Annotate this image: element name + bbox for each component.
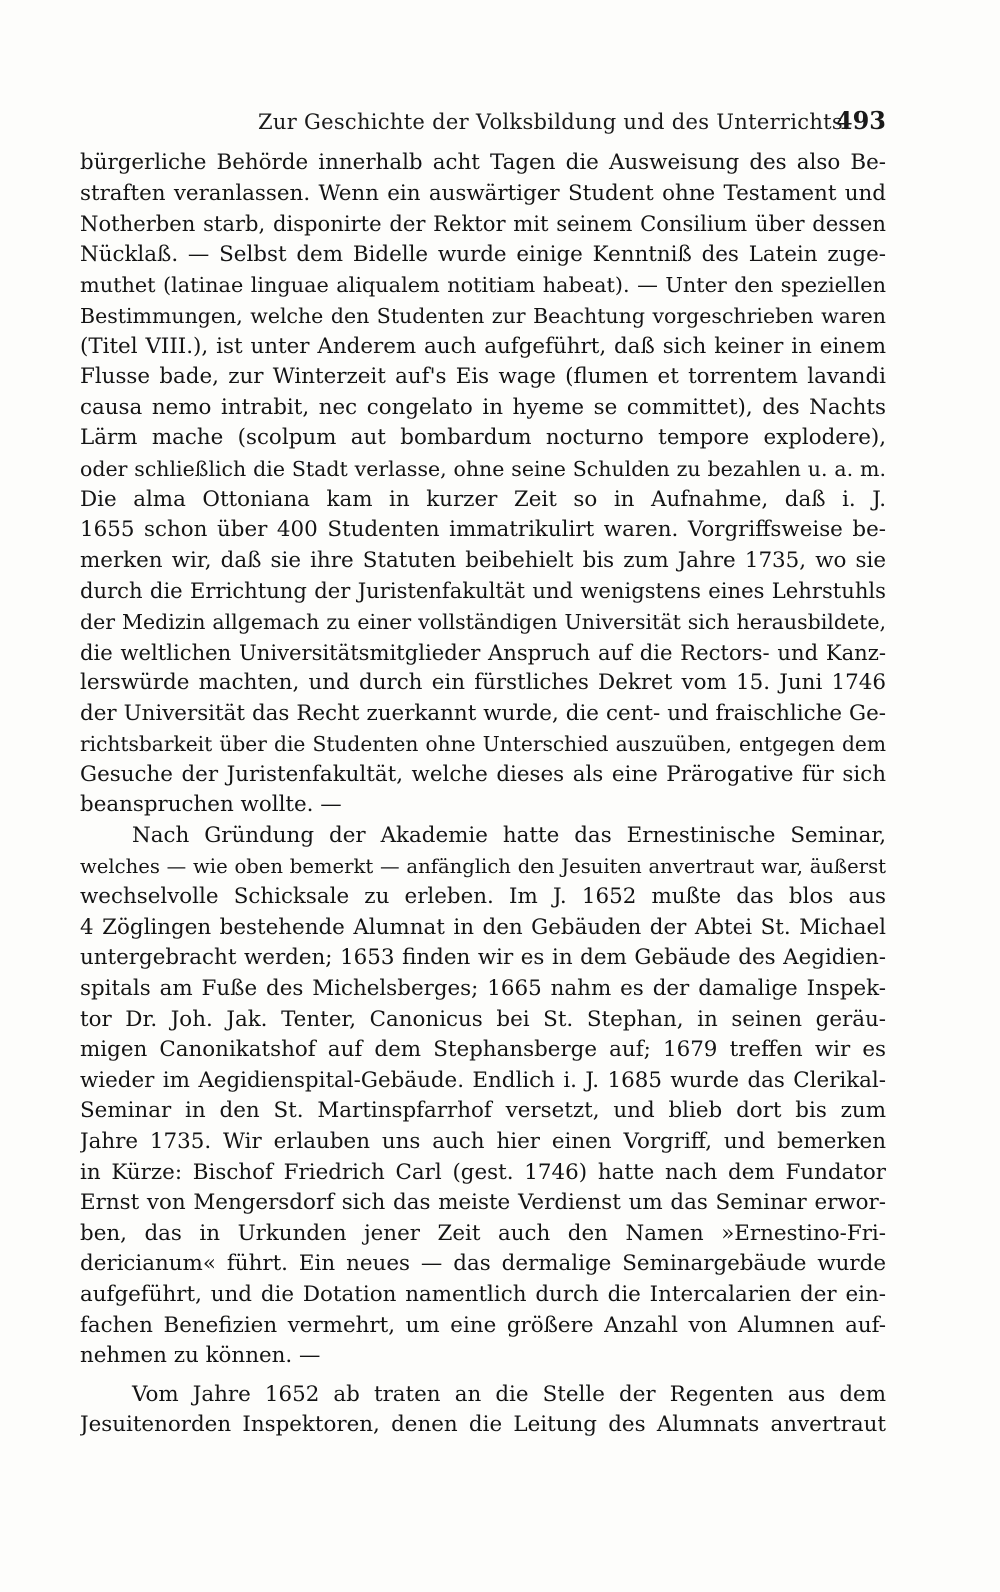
text-line: Nücklaß. — Selbst dem Bidelle wurde einige Kenntniß des Latein zuge- (80, 241, 886, 267)
text-line: (Titel VIII.), ist unter Anderem auch aufgeführt, daß sich keiner in einem (80, 333, 886, 359)
text-line: durch die Errichtung der Juristenfakultät und wenigstens eines Lehrstuhls (80, 578, 886, 604)
text-line: Notherben starb, disponirte der Rektor mit seinem Consilium über dessen (80, 211, 886, 237)
text-line: migen Canonikatshof auf dem Stephansberge auf; 1679 treffen wir es (80, 1037, 886, 1063)
text-line: Bestimmungen, welche den Studenten zur Beachtung vorgeschrieben waren (80, 303, 886, 328)
running-head: Zur Geschichte der Volksbildung und des Unterrichts. (258, 110, 850, 134)
text-line: die weltlichen Universitätsmitglieder Anspruch auf die Rectors- und Kanz- (80, 639, 886, 665)
text-line: oder schließlich die Stadt verlasse, ohne seine Schulden zu bezahlen u. a. m. (80, 456, 886, 481)
page-header (80, 106, 888, 138)
text-line: ben, das in Urkunden jener Zeit auch den Namen »Ernestino-Fri- (80, 1220, 886, 1246)
text-line: merken wir, daß sie ihre Statuten beibehielt bis zum Jahre 1735, wo sie (80, 547, 886, 573)
text-line: tor Dr. Joh. Jak. Tenter, Canonicus bei St. Stephan, in seinen geräu- (80, 1006, 886, 1032)
text-line: muthet (latinae linguae aliqualem notitiam habeat). — Unter den speziellen (80, 273, 886, 298)
text-line: Ernst von Mengersdorf sich das meiste Verdienst um das Seminar erwor- (80, 1190, 886, 1216)
text-line: Flusse bade, zur Winterzeit auf's Eis wage (flumen et torrentem lavandi (80, 364, 886, 390)
text-line: lerswürde machten, und durch ein fürstliches Dekret vom 15. Juni 1746 (80, 670, 886, 696)
paragraph-gap (80, 1372, 886, 1380)
text-line: spitals am Fuße des Michelsberges; 1665 nahm es der damalige Inspek- (80, 976, 886, 1002)
text-line: richtsbarkeit über die Studenten ohne Unterschied auszuüben, entgegen dem (80, 732, 886, 757)
text-line: 4 Zöglingen bestehende Alumnat in den Gebäuden der Abtei St. Michael (80, 914, 886, 940)
text-line: der Universität das Recht zuerkannt wurde, die cent- und fraischliche Ge- (80, 700, 886, 726)
text-line: bürgerliche Behörde innerhalb acht Tagen die Ausweisung des also Be- (80, 150, 886, 175)
text-line: untergebracht werden; 1653 finden wir es in dem Gebäude des Aegidien- (80, 945, 886, 971)
text-line: beanspruchen wollte. — (80, 792, 342, 818)
text-line: Lärm mache (scolpum aut bombardum nocturno tempore explodere), (80, 425, 886, 451)
text-line: wechselvolle Schicksale zu erleben. Im J. 1652 mußte das blos aus (80, 884, 886, 910)
text-line: Jahre 1735. Wir erlauben uns auch hier einen Vorgriff, und bemerken (80, 1129, 886, 1154)
paragraph-3 (80, 1380, 886, 1441)
paragraph-2 (80, 821, 886, 1372)
text-line: Gesuche der Juristenfakultät, welche dieses als eine Prärogative für sich (80, 761, 886, 787)
text-line: Seminar in den St. Martinspfarrhof versetzt, und blieb dort bis zum (80, 1098, 886, 1124)
text-line: causa nemo intrabit, nec congelato in hyeme se committet), des Nachts (80, 394, 886, 420)
text-line: aufgeführt, und die Dotation namentlich durch die Intercalarien der ein- (80, 1281, 886, 1307)
text-line: 1655 schon über 400 Studenten immatrikulirt waren. Vorgriffsweise be- (80, 517, 886, 543)
text-line: in Kürze: Bischof Friedrich Carl (gest. 1746) hatte nach dem Fundator (80, 1159, 886, 1185)
body-text (80, 148, 886, 1441)
page-number: 493 (835, 106, 886, 135)
text-line: straften veranlassen. Wenn ein auswärtiger Student ohne Testament und (80, 180, 886, 206)
text-line: Jesuitenorden Inspektoren, denen die Leitung des Alumnats anvertraut (80, 1412, 886, 1438)
text-line: wieder im Aegidienspital-Gebäude. Endlich i. J. 1685 wurde das Clerikal- (80, 1067, 886, 1093)
text-line: fachen Benefizien vermehrt, um eine größere Anzahl von Alumnen auf- (80, 1312, 886, 1338)
text-line: Nach Gründung der Akademie hatte das Ernestinische Seminar, (132, 823, 886, 849)
text-line: Die alma Ottoniana kam in kurzer Zeit so in Aufnahme, daß i. J. (80, 486, 886, 512)
text-line: der Medizin allgemach zu einer vollständigen Universität sich herausbildete, (80, 609, 886, 634)
text-line: nehmen zu können. — (80, 1343, 321, 1369)
text-line: welches — wie oben bemerkt — anfänglich den Jesuiten anvertraut war, äußerst (80, 854, 886, 878)
paragraph-1 (80, 148, 886, 821)
text-line: Vom Jahre 1652 ab traten an die Stelle der Regenten aus dem (132, 1381, 886, 1407)
text-line: dericianum« führt. Ein neues — das dermalige Seminargebäude wurde (80, 1251, 886, 1277)
